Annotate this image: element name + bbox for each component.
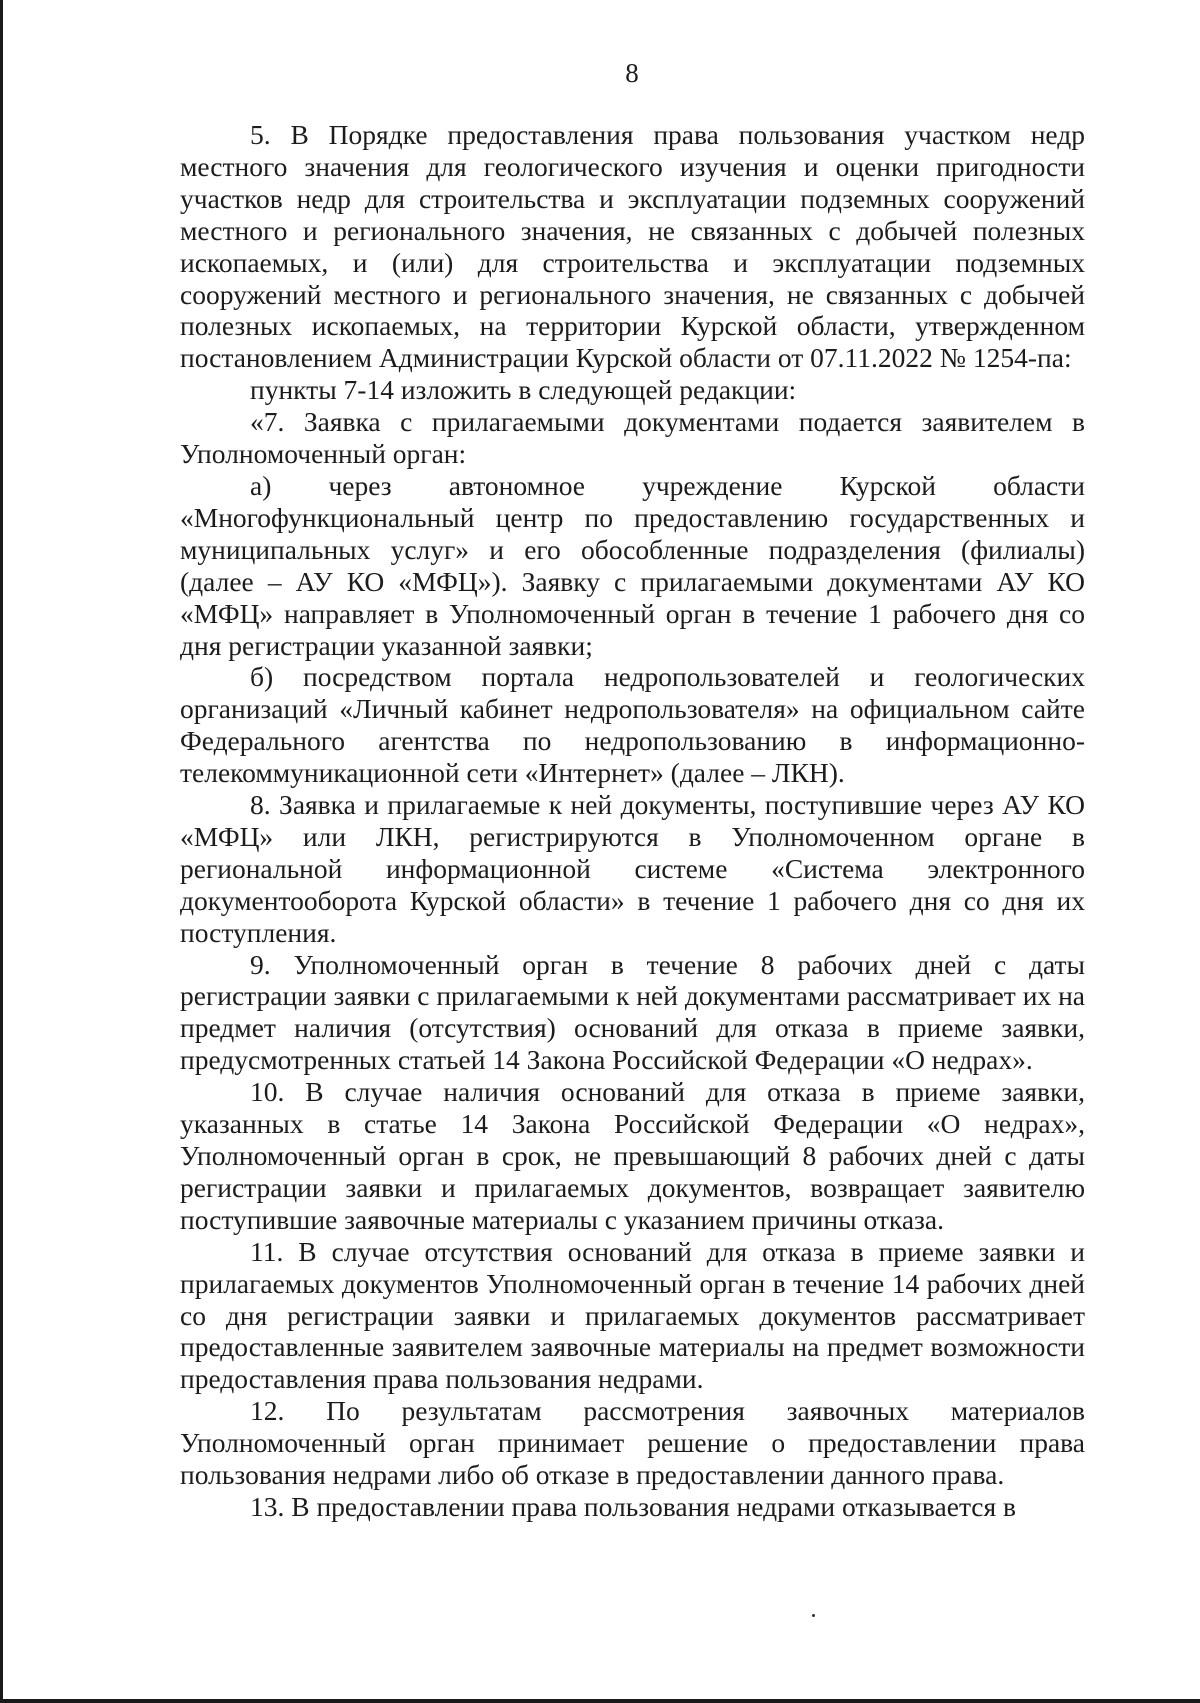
scan-edge-left <box>0 0 3 1703</box>
paragraph-5: 5. В Порядке предоставления права пользования участком недр местного значения для геологического изучения и оценки пригодности участков недр для строительства и эксплуатации подземных сооружений местного и регионального значения, не связанных с добычей полезных ископаемых, и (или) для строительства и эксплуатации подземных сооружений местного и регионального значения, не связанных с добычей полезных ископаемых, на территории Курской области, утвержденном постановлением Администрации Курской области от 07.11.2022 № 1254-па: <box>180 119 1085 374</box>
paragraph-10: 10. В случае наличия оснований для отказа в приеме заявки, указанных в статье 14 Закона Российской Федерации «О недрах», Уполномоченный орган в срок, не превышающий 8 рабочих дней с даты регистрации заявки и прилагаемых документов, возвращает заявителю поступившие заявочные материалы с указанием причины отказа. <box>180 1076 1085 1235</box>
paragraph-amend-intro: пункты 7-14 изложить в следующей редакции: <box>250 374 797 406</box>
paragraph-9: 9. Уполномоченный орган в течение 8 рабочих дней с даты регистрации заявки с прилагаемыми к ней документами рассматривает их на предмет наличия (отсутствия) оснований для отказа в приеме заявки, предусмотренных статьей 14 Закона Российской Федерации «О недрах». <box>180 948 1085 1076</box>
paragraph-12: 12. По результатам рассмотрения заявочных материалов Уполномоченный орган принимает решение о предоставлении права пользования недрами либо об отказе в предоставлении данного права. <box>180 1395 1085 1491</box>
document-body <box>180 119 1085 1523</box>
paragraph-13: 13. В предоставлении права пользования недрами отказывается в <box>250 1490 1017 1522</box>
page-number: 8 <box>625 58 639 88</box>
paragraph-11: 11. В случае отсутствия оснований для отказа в приеме заявки и прилагаемых документов Уполномоченный орган в течение 14 рабочих дней со дня регистрации заявки и прилагаемых документов рассматривает предоставленные заявителем заявочные материалы на предмет возможности предоставления права пользования недрами. <box>180 1235 1085 1395</box>
scan-edge-bottom <box>0 1699 1200 1703</box>
paragraph-7b: б) посредством портала недропользователей и геологических организаций «Личный кабинет недропользователя» на официальном сайте Федерального агентства по недропользованию в информационно-телекоммуникационной сети «Интернет» (далее – ЛКН). <box>180 661 1085 789</box>
paragraph-7a: а) через автономное учреждение Курской области «Многофункциональный центр по предоставлению государственных и муниципальных услуг» и его обособленные подразделения (филиалы) (далее – АУ КО «МФЦ»). Заявку с прилагаемыми документами АУ КО «МФЦ» направляет в Уполномоченный орган в течение 1 рабочего дня со дня регистрации указанной заявки; <box>180 469 1085 661</box>
paragraph-7: «7. Заявка с прилагаемыми документами подается заявителем в Уполномоченный орган: <box>180 406 1085 470</box>
paragraph-8: 8. Заявка и прилагаемые к ней документы, поступившие через АУ КО «МФЦ» или ЛКН, регистрируются в Уполномоченном органе в региональной информационной системе «Система электронного документооборота Курской области» в течение 1 рабочего дня со дня их поступления. <box>180 789 1085 948</box>
scan-speck <box>812 1614 815 1617</box>
